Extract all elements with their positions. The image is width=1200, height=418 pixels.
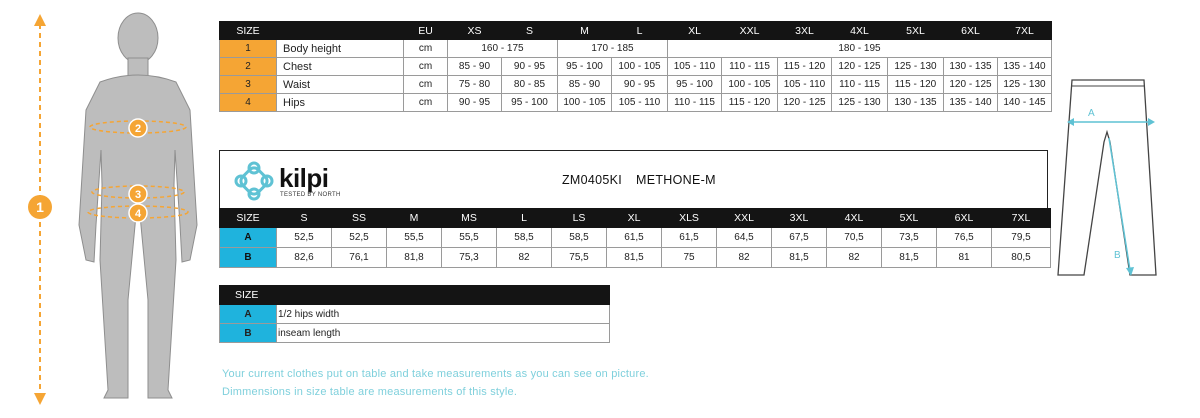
measurement-legend-table: [219, 285, 610, 343]
value-cell: 76,5: [937, 228, 992, 248]
header-cell: 7XL: [998, 22, 1052, 40]
value-cell: 52,5: [277, 228, 332, 248]
header-cell: 6XL: [944, 22, 998, 40]
body-size-table: [219, 21, 1052, 112]
row-label: Hips: [277, 94, 404, 112]
header-cell: L: [612, 22, 668, 40]
svg-text:B: B: [1114, 250, 1121, 261]
header-cell: EU: [404, 22, 448, 40]
value-cell: 90 - 95: [502, 58, 558, 76]
pants-icon: [1052, 70, 1162, 290]
value-cell: 81,5: [882, 248, 937, 268]
value-cell: 100 - 105: [558, 94, 612, 112]
value-cell: 70,5: [827, 228, 882, 248]
row-number: 4: [220, 94, 277, 112]
table-row: [220, 94, 1052, 112]
note-line: Your current clothes put on table and take measurements as you can see on picture.: [222, 368, 649, 380]
value-cell: 115 - 120: [778, 58, 832, 76]
header-cell: SIZE: [220, 286, 610, 305]
header-cell: XXL: [722, 22, 778, 40]
brand-wordmark: kilpi: [279, 163, 329, 193]
header-cell: MS: [442, 209, 497, 228]
value-cell: 105 - 110: [778, 76, 832, 94]
header-cell: L: [497, 209, 552, 228]
header-cell: 7XL: [992, 209, 1051, 228]
brand-tagline: TESTED BY NORTH: [280, 192, 341, 198]
value-cell: 125 - 130: [888, 58, 944, 76]
value-cell: 105 - 110: [612, 94, 668, 112]
value-cell: 90 - 95: [448, 94, 502, 112]
svg-text:3: 3: [134, 189, 142, 201]
measurement-key: A: [220, 228, 277, 248]
header-cell: XL: [668, 22, 722, 40]
svg-text:2: 2: [134, 123, 142, 135]
value-cell: 82,6: [277, 248, 332, 268]
value-cell: 130 - 135: [888, 94, 944, 112]
table-row: [220, 305, 610, 324]
row-number: 2: [220, 58, 277, 76]
value-cell: 135 - 140: [944, 94, 998, 112]
header-cell: SS: [332, 209, 387, 228]
header-cell: 3XL: [772, 209, 827, 228]
header-cell: 4XL: [827, 209, 882, 228]
table-row: [220, 228, 1051, 248]
header-cell: S: [277, 209, 332, 228]
header-cell: [277, 22, 404, 40]
table-row: [220, 76, 1052, 94]
value-cell: 90 - 95: [612, 76, 668, 94]
header-cell: 3XL: [778, 22, 832, 40]
value-cell: 115 - 120: [888, 76, 944, 94]
note-line: Dimmensions in size table are measurements of this style.: [222, 386, 518, 398]
table-row: [220, 248, 1051, 268]
value-cell: 75 - 80: [448, 76, 502, 94]
row-label: Chest: [277, 58, 404, 76]
value-cell: 81: [937, 248, 992, 268]
marker-1-icon: [26, 193, 54, 221]
value-cell: 81,8: [387, 248, 442, 268]
value-cell: 120 - 125: [778, 94, 832, 112]
unit-cell: cm: [404, 76, 448, 94]
header-cell: XLS: [662, 209, 717, 228]
header-cell: SIZE: [220, 209, 277, 228]
value-cell: 80,5: [992, 248, 1051, 268]
value-cell: 100 - 105: [722, 76, 778, 94]
header-cell: SIZE: [220, 22, 277, 40]
row-number: 1: [220, 40, 277, 58]
value-cell: 170 - 185: [558, 40, 668, 58]
header-cell: 5XL: [882, 209, 937, 228]
value-cell: 76,1: [332, 248, 387, 268]
product-code: ZM0405KI: [562, 173, 623, 187]
header-cell: 4XL: [832, 22, 888, 40]
value-cell: 61,5: [662, 228, 717, 248]
value-cell: 95 - 100: [558, 58, 612, 76]
product-name: METHONE-M: [636, 173, 716, 187]
measurement-description: inseam length: [277, 324, 610, 343]
measurement-notes: [222, 365, 649, 401]
value-cell: 75,5: [552, 248, 607, 268]
value-cell: 73,5: [882, 228, 937, 248]
style-size-table: [219, 208, 1051, 268]
unit-cell: cm: [404, 94, 448, 112]
header-cell: 5XL: [888, 22, 944, 40]
legend-header-row: [220, 286, 610, 305]
product-header: [219, 150, 1048, 208]
value-cell: 79,5: [992, 228, 1051, 248]
measurement-key: B: [220, 324, 277, 343]
value-cell: 130 - 135: [944, 58, 998, 76]
value-cell: 125 - 130: [832, 94, 888, 112]
header-cell: XXL: [717, 209, 772, 228]
value-cell: 55,5: [387, 228, 442, 248]
marker-2-icon: [127, 117, 149, 139]
value-cell: 58,5: [497, 228, 552, 248]
row-label: Body height: [277, 40, 404, 58]
value-cell: 80 - 85: [502, 76, 558, 94]
header-cell: XL: [607, 209, 662, 228]
value-cell: 110 - 115: [832, 76, 888, 94]
value-cell: 120 - 125: [832, 58, 888, 76]
value-cell: 110 - 115: [722, 58, 778, 76]
value-cell: 100 - 105: [612, 58, 668, 76]
value-cell: 135 - 140: [998, 58, 1052, 76]
value-cell: 82: [827, 248, 882, 268]
value-cell: 95 - 100: [502, 94, 558, 112]
value-cell: 81,5: [607, 248, 662, 268]
header-cell: M: [558, 22, 612, 40]
value-cell: 85 - 90: [448, 58, 502, 76]
value-cell: 75: [662, 248, 717, 268]
value-cell: 58,5: [552, 228, 607, 248]
style-size-header-row: [220, 209, 1051, 228]
table-row: [220, 40, 1052, 58]
value-cell: 64,5: [717, 228, 772, 248]
value-cell: 81,5: [772, 248, 827, 268]
header-cell: 6XL: [937, 209, 992, 228]
row-label: Waist: [277, 76, 404, 94]
value-cell: 67,5: [772, 228, 827, 248]
value-cell: 82: [497, 248, 552, 268]
pants-diagram: [1052, 70, 1162, 290]
marker-4-icon: [127, 202, 149, 224]
unit-cell: cm: [404, 58, 448, 76]
value-cell: 61,5: [607, 228, 662, 248]
row-number: 3: [220, 76, 277, 94]
value-cell: 85 - 90: [558, 76, 612, 94]
value-cell: 52,5: [332, 228, 387, 248]
value-cell: 105 - 110: [668, 58, 722, 76]
body-measurement-figure: [0, 0, 215, 418]
value-cell: 82: [717, 248, 772, 268]
svg-text:4: 4: [134, 208, 142, 220]
value-cell: 55,5: [442, 228, 497, 248]
svg-text:1: 1: [36, 199, 44, 215]
value-cell: 120 - 125: [944, 76, 998, 94]
value-cell: 75,3: [442, 248, 497, 268]
value-cell: 110 - 115: [668, 94, 722, 112]
measurement-description: 1/2 hips width: [277, 305, 610, 324]
value-cell: 180 - 195: [668, 40, 1052, 58]
header-cell: S: [502, 22, 558, 40]
kilpi-knot-icon: [234, 161, 274, 201]
svg-text:A: A: [1088, 108, 1095, 119]
table-row: [220, 58, 1052, 76]
brand-logo: [234, 159, 344, 203]
table-row: [220, 324, 610, 343]
value-cell: 125 - 130: [998, 76, 1052, 94]
unit-cell: cm: [404, 40, 448, 58]
header-cell: M: [387, 209, 442, 228]
value-cell: 140 - 145: [998, 94, 1052, 112]
value-cell: 95 - 100: [668, 76, 722, 94]
body-size-header-row: [220, 22, 1052, 40]
header-cell: LS: [552, 209, 607, 228]
value-cell: 160 - 175: [448, 40, 558, 58]
value-cell: 115 - 120: [722, 94, 778, 112]
measurement-key: A: [220, 305, 277, 324]
header-cell: XS: [448, 22, 502, 40]
measurement-key: B: [220, 248, 277, 268]
